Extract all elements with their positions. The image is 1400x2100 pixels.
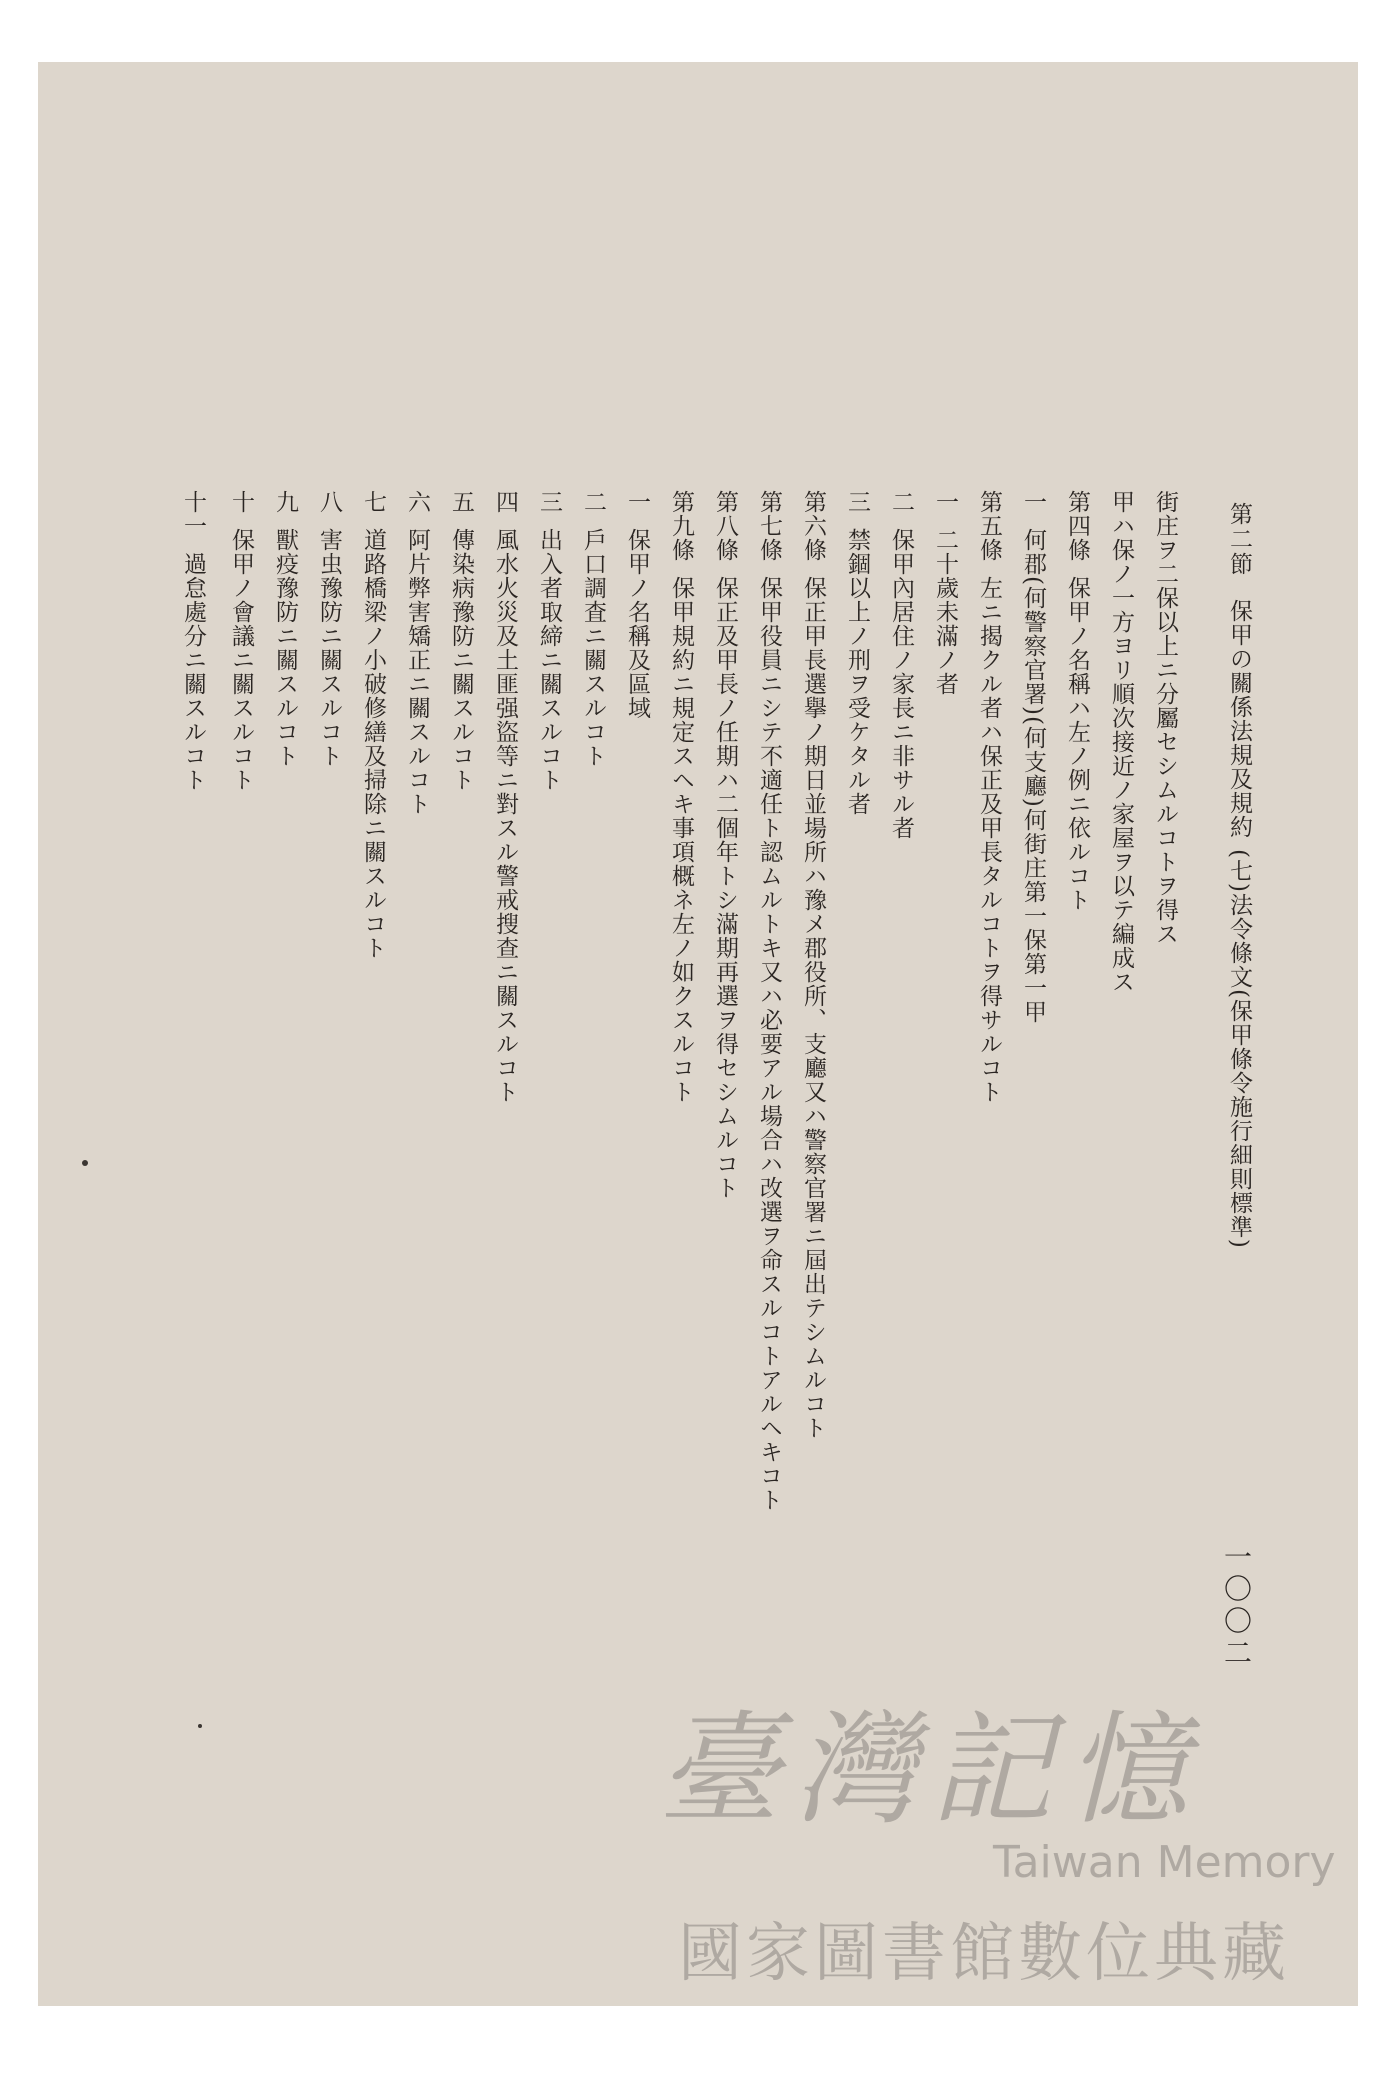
line-text: 二十歲未滿ノ者 [932, 528, 958, 696]
line-text: 道路橋梁ノ小破修繕及掃除ニ關スルコト [360, 528, 386, 960]
text-line [1102, 490, 1138, 1690]
line-label: 二 [580, 490, 606, 514]
line-label: 七 [360, 490, 386, 514]
line-label: 五 [448, 490, 474, 514]
line-label: 三 [844, 490, 870, 514]
line-label: 三 [536, 490, 562, 514]
line-text: 保甲ノ會議ニ關スルコト [228, 528, 254, 792]
line-label: 第五條 [976, 490, 1002, 562]
text-line [618, 490, 654, 1690]
paper-spot [82, 1160, 88, 1166]
text-line [1058, 490, 1094, 1690]
line-text: 傳染病豫防ニ關スルコト [448, 528, 474, 792]
text-line [174, 490, 210, 1690]
watermark-calligraphy: 臺灣記憶 [658, 1699, 1202, 1841]
line-text: 禁錮以上ノ刑ヲ受ケタル者 [844, 528, 870, 816]
text-line [354, 490, 390, 1690]
line-text: 保正及甲長ノ任期ハ二個年トシ滿期再選ヲ得セシムルコト [712, 576, 738, 1200]
line-label: 十一 [180, 490, 206, 538]
line-text: 阿片弊害矯正ニ關スルコト [404, 528, 430, 816]
line-label: 一 [932, 490, 958, 514]
line-label: 四 [492, 490, 518, 514]
line-text: 保正甲長選擧ノ期日並場所ハ豫メ郡役所、支廳又ハ警察官署ニ屆出テシムルコト [800, 576, 826, 1440]
line-text: 甲ハ保ノ一方ヨリ順次接近ノ家屋ヲ以テ編成ス [1108, 490, 1134, 994]
text-line [486, 490, 522, 1690]
line-label: 第六條 [800, 490, 826, 562]
line-text: 保甲內居住ノ家長ニ非サル者 [888, 528, 914, 840]
line-text: 何郡(何警察官署)(何支廳)何街庄第一保第一甲 [1020, 528, 1046, 1024]
watermark-english: Taiwan Memory [993, 1837, 1336, 1888]
text-line [794, 490, 830, 1690]
text-line [926, 490, 962, 1690]
line-label: 第七條 [756, 490, 782, 562]
line-text: 左ニ揭クル者ハ保正及甲長タルコトヲ得サルコト [976, 576, 1002, 1104]
watermark-chinese: 國家圖書館數位典藏 [678, 1917, 1290, 1991]
text-line [970, 490, 1006, 1690]
line-text: 風水火災及土匪强盜等ニ對スル警戒搜查ニ關スルコト [492, 528, 518, 1104]
line-text: 出入者取締ニ關スルコト [536, 528, 562, 792]
section-title: 保甲の關係法規及規約 [1226, 599, 1252, 839]
text-line [530, 490, 566, 1690]
text-line [266, 490, 302, 1690]
section-label: 第二節 [1226, 502, 1252, 577]
line-label: 八 [316, 490, 342, 514]
line-text: 保甲ノ名稱及區域 [624, 528, 650, 720]
line-text: 保甲ノ名稱ハ左ノ例ニ依ルコト [1064, 576, 1090, 912]
line-label: 二 [888, 490, 914, 514]
text-line [662, 490, 698, 1690]
line-label: 第四條 [1064, 490, 1090, 562]
line-label: 一 [1020, 490, 1046, 514]
line-text: 保甲役員ニシテ不適任ト認ムルトキ又ハ必要アル場合ハ改選ヲ命スルコトアルヘキコト [756, 576, 782, 1512]
line-label: 一 [624, 490, 650, 514]
line-text: 過怠處分ニ關スルコト [180, 552, 206, 792]
watermark [638, 1672, 1358, 2002]
line-text: 街庄ヲ二保以上ニ分屬セシムルコトヲ得ス [1152, 490, 1178, 946]
document-page [38, 62, 1358, 2006]
text-line [838, 490, 874, 1690]
line-label: 第八條 [712, 490, 738, 562]
text-line [442, 490, 478, 1690]
line-label: 六 [404, 490, 430, 514]
text-line [310, 490, 346, 1690]
line-text: 戶口調査ニ關スルコト [580, 528, 606, 768]
text-line [222, 490, 258, 1690]
section-subtitle: (七)法令條文(保甲條令施行細則標準) [1226, 849, 1252, 1249]
section-header [1196, 502, 1256, 1582]
paper-spot [198, 1724, 202, 1728]
text-line [1014, 490, 1050, 1690]
line-label: 十 [228, 490, 254, 514]
line-text: 害虫豫防ニ關スルコト [316, 528, 342, 768]
text-line [574, 490, 610, 1690]
line-label: 九 [272, 490, 298, 514]
line-text: 保甲規約ニ規定スヘキ事項概ネ左ノ如クスルコト [668, 576, 694, 1104]
text-line [398, 490, 434, 1690]
page-number: 一〇〇二 [1220, 1542, 1253, 1670]
text-line [882, 490, 918, 1690]
line-label: 第九條 [668, 490, 694, 562]
text-line [750, 490, 786, 1690]
line-text: 獸疫豫防ニ關スルコト [272, 528, 298, 768]
text-line [706, 490, 742, 1690]
text-line [1146, 490, 1182, 1690]
